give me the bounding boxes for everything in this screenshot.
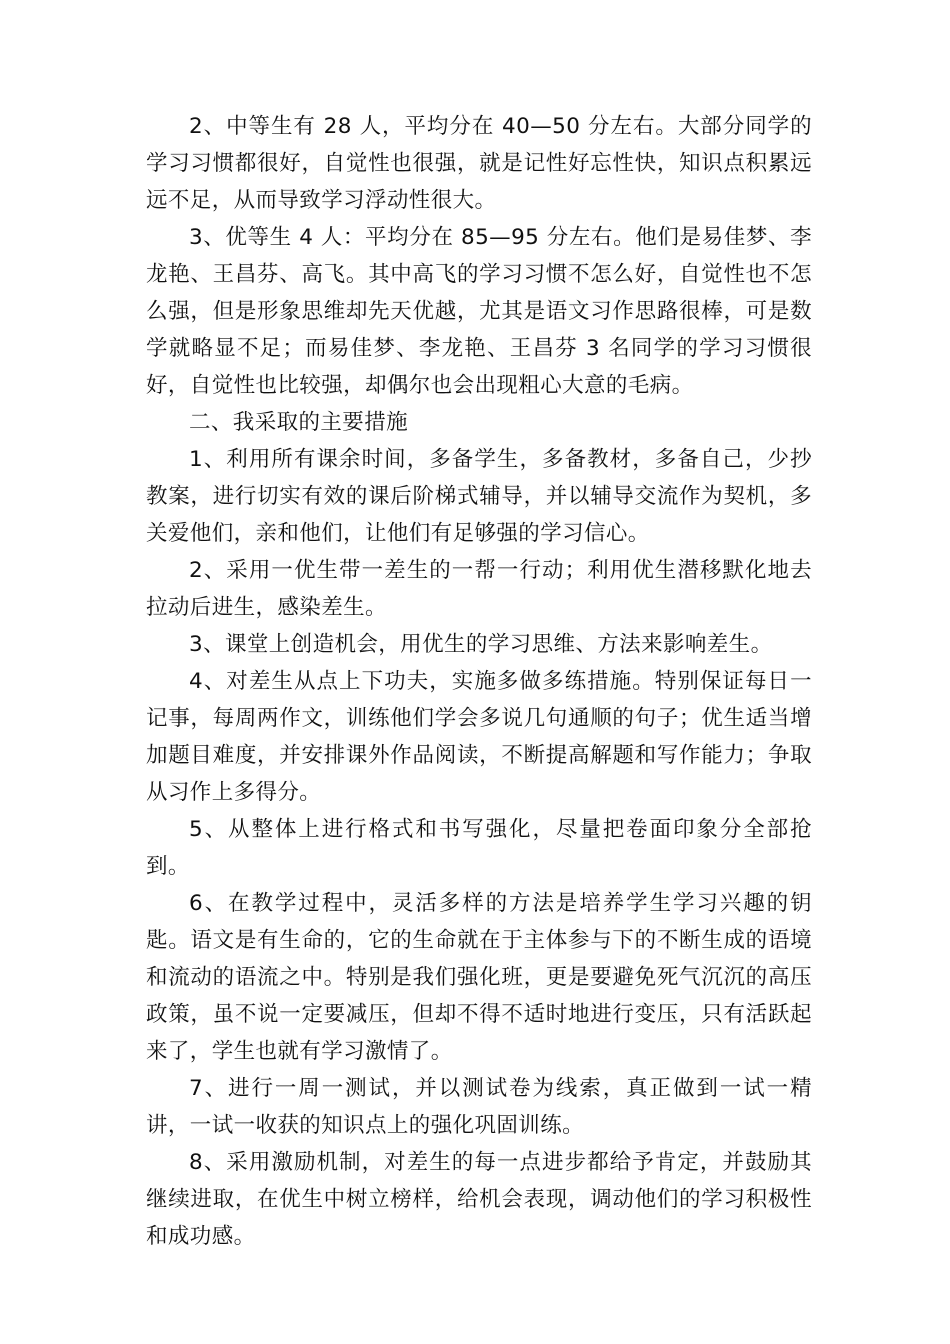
paragraph-measure-6: 6、在教学过程中，灵活多样的方法是培养学生学习兴趣的钥匙。语文是有生命的，它的生命就在于主体参与下的不断生成的语境和流动的语流之中。特别是我们强化班，更是要避免死气沉沉的高压政策，虽不说一定要减压，但却不得不适时地进行变压，只有活跃起来了，学生也就有学习激情了。 xyxy=(146,891,812,1064)
paragraph-middle-students: 2、中等生有 28 人，平均分在 40—50 分左右。大部分同学的学习习惯都很好，自觉性也很强，就是记性好忘性快，知识点积累远远不足，从而导致学习浮动性很大。 xyxy=(146,114,812,213)
paragraph-top-students: 3、优等生 4 人：平均分在 85—95 分左右。他们是易佳梦、李龙艳、王昌芬、高飞。其中高飞的学习习惯不怎么好，自觉性也不怎么强，但是形象思维却先天优越，尤其是语文习作思路很棒，可是数学就略显不足；而易佳梦、李龙艳、王昌芬 3 名同学的学习习惯很好，自觉性也比较强，却偶尔也会出现粗心大意的毛病。 xyxy=(146,225,812,398)
paragraph-measure-4: 4、对差生从点上下功夫，实施多做多练措施。特别保证每日一记事，每周两作文，训练他们学会多说几句通顺的句子；优生适当增加题目难度，并安排课外作品阅读，不断提高解题和写作能力；争取从习作上多得分。 xyxy=(146,669,812,805)
paragraph-measure-8: 8、采用激励机制，对差生的每一点进步都给予肯定，并鼓励其继续进取，在优生中树立榜样，给机会表现，调动他们的学习积极性和成功感。 xyxy=(146,1150,812,1249)
section-heading-measures: 二、我采取的主要措施 xyxy=(189,410,409,435)
paragraph-measure-2: 2、采用一优生带一差生的一帮一行动；利用优生潜移默化地去拉动后进生，感染差生。 xyxy=(146,558,812,620)
document-body xyxy=(146,108,812,1255)
paragraph-measure-5: 5、从整体上进行格式和书写强化，尽量把卷面印象分全部抢到。 xyxy=(146,817,812,879)
paragraph-measure-7: 7、进行一周一测试，并以测试卷为线索，真正做到一试一精讲，一试一收获的知识点上的强化巩固训练。 xyxy=(146,1076,812,1138)
paragraph-measure-1: 1、利用所有课余时间，多备学生，多备教材，多备自己，少抄教案，进行切实有效的课后阶梯式辅导，并以辅导交流作为契机，多关爱他们，亲和他们，让他们有足够强的学习信心。 xyxy=(146,447,812,546)
paragraph-measure-3: 3、课堂上创造机会，用优生的学习思维、方法来影响差生。 xyxy=(189,632,773,657)
